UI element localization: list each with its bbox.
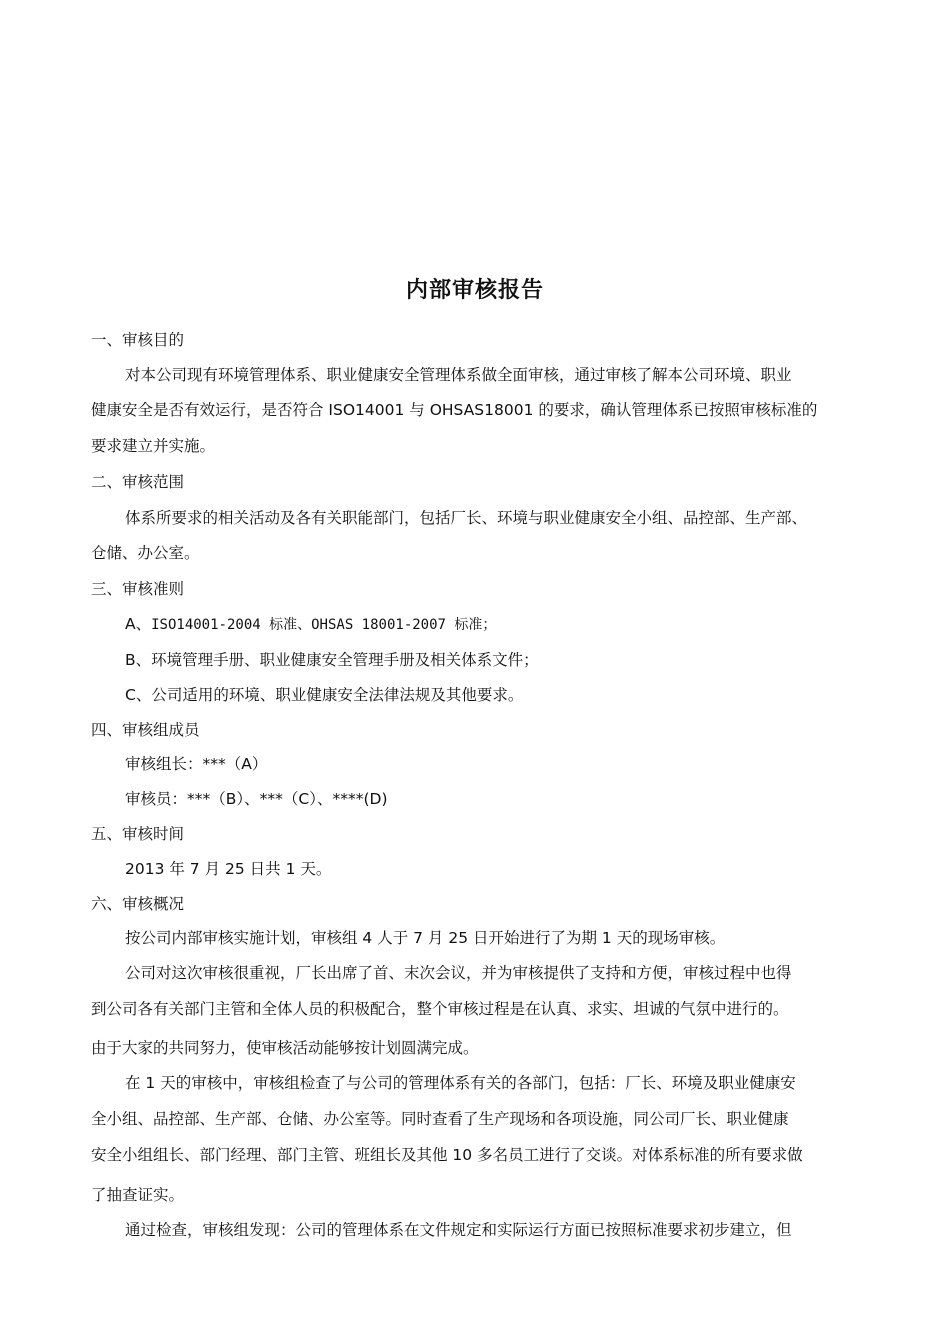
paragraph-line: 体系所要求的相关活动及各有关职能部门，包括厂长、环境与职业健康安全小组、品控部、生产部、 (125, 509, 808, 527)
paragraph-line: 安全小组组长、部门经理、部门主管、班组长及其他 10 多名员工进行了交谈。对体系标准的所有要求做 (91, 1146, 803, 1164)
paragraph-line: 公司对这次审核很重视，厂长出席了首、末次会议，并为审核提供了支持和方便，审核过程中也得 (125, 964, 792, 982)
section-heading-members: 四、审核组成员 (91, 721, 200, 739)
paragraph-line: 全小组、品控部、生产部、仓储、办公室等。同时查看了生产现场和各项设施，同公司厂长、职业健康 (91, 1110, 789, 1128)
paragraph-line: 在 1 天的审核中，审核组检查了与公司的管理体系有关的各部门，包括：厂长、环境及职业健康安 (125, 1074, 796, 1092)
paragraph-line: 要求建立并实施。 (91, 437, 216, 455)
paragraph-line: 到公司各有关部门主管和全体人员的积极配合，整个审核过程是在认真、求实、坦诚的气氛中进行的。 (91, 1000, 789, 1018)
paragraph-line: 健康安全是否有效运行，是否符合 ISO14001 与 OHSAS18001 的要求，确认管理体系已按照审核标准的 (91, 401, 818, 419)
criteria-item-a-text: ISO14001-2004 标准、OHSAS 18001-2007 标准； (151, 617, 497, 633)
section-heading-time: 五、审核时间 (91, 825, 185, 843)
section-heading-purpose: 一、审核目的 (91, 331, 185, 349)
criteria-item-b: B、环境管理手册、职业健康安全管理手册及相关体系文件； (125, 651, 539, 669)
paragraph-line: 了抽查证实。 (91, 1186, 185, 1204)
paragraph-line: 通过检查，审核组发现：公司的管理体系在文件规定和实际运行方面已按照标准要求初步建立，但 (125, 1221, 792, 1239)
section-heading-scope: 二、审核范围 (91, 473, 185, 491)
section-heading-overview: 六、审核概况 (91, 895, 185, 913)
paragraph-line: 按公司内部审核实施计划，审核组 4 人于 7 月 25 日开始进行了为期 1 天的现场审核。 (125, 929, 726, 947)
paragraph-line: 对本公司现有环境管理体系、职业健康安全管理体系做全面审核，通过审核了解本公司环境、职业 (125, 366, 792, 384)
auditors-line: 审核员：***（B）、***（C）、****(D) (125, 790, 388, 808)
section-heading-criteria: 三、审核准则 (91, 580, 185, 598)
criteria-item-c: C、公司适用的环境、职业健康安全法律法规及其他要求。 (125, 686, 524, 704)
team-leader-line: 审核组长：***（A） (125, 755, 268, 773)
criteria-item-a (125, 614, 496, 635)
audit-date-line: 2013 年 7 月 25 日共 1 天。 (125, 860, 332, 878)
criteria-item-a-label: A、 (125, 615, 152, 633)
document-title: 内部审核报告 (405, 278, 544, 303)
paragraph-line: 由于大家的共同努力，使审核活动能够按计划圆满完成。 (91, 1039, 479, 1057)
paragraph-line: 仓储、办公室。 (91, 544, 200, 562)
